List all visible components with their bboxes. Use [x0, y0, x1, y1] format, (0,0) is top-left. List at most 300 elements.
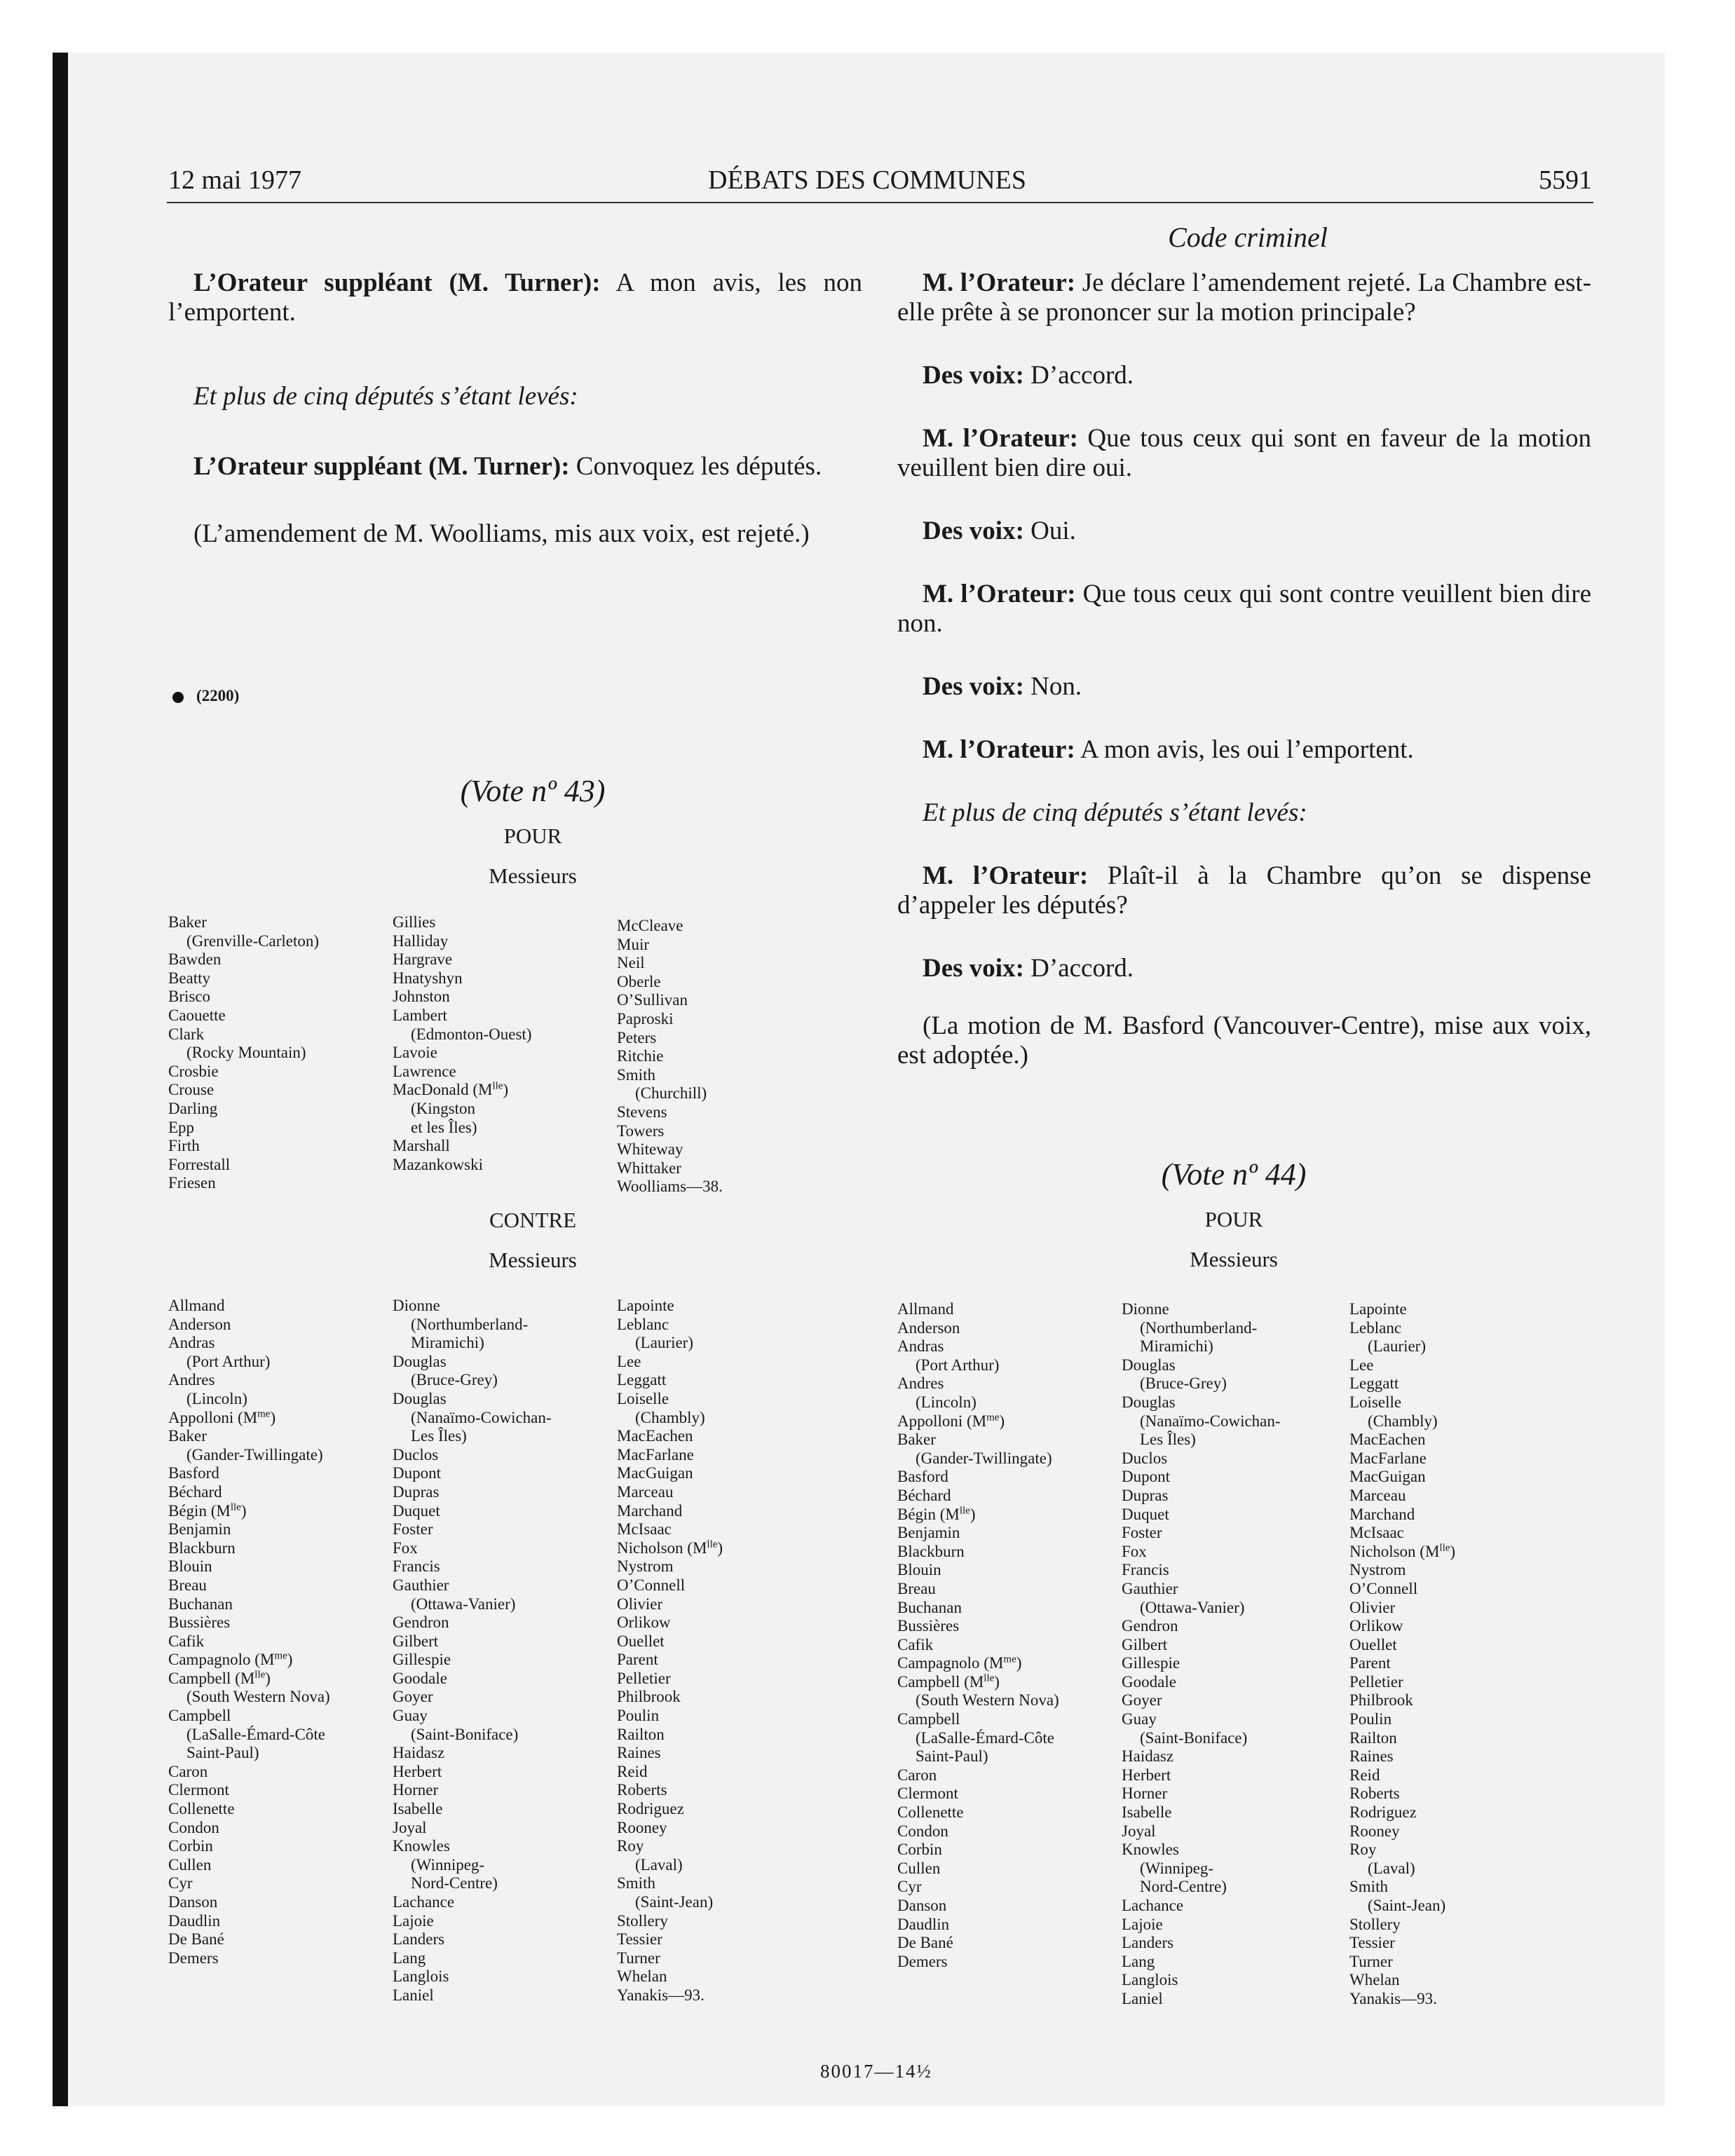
member-name: Railton [1349, 1728, 1397, 1747]
member-name: Duquet [1122, 1505, 1169, 1523]
member-name: Daudlin [897, 1915, 950, 1933]
member-name: Whiteway [617, 1140, 683, 1159]
member-name: Whelan [1349, 1971, 1400, 1989]
member-name: MacEachen [617, 1427, 693, 1445]
member-name: Cafik [168, 1632, 205, 1650]
member-name: Allmand [168, 1297, 225, 1314]
member-name: Dupont [1122, 1468, 1170, 1486]
paragraph: M. l’Orateur: Que tous ceux qui sont contre veuillent bien dire non. [897, 580, 1591, 638]
member-name: Clermont [168, 1781, 229, 1799]
member-name: (Saint-Jean) [635, 1893, 714, 1911]
member-name: Duclos [1122, 1449, 1168, 1467]
member-name: Allmand [897, 1300, 954, 1318]
vote-43-contre-col-3 [617, 1297, 723, 2005]
member-name: Paproski [617, 1009, 674, 1028]
member-name: (Gander-Twillingate) [186, 1445, 323, 1464]
member-name: (Northumberland- [411, 1315, 529, 1333]
member-name: (Laurier) [1368, 1337, 1426, 1356]
member-name: Yanakis—93. [617, 1986, 705, 2004]
member-name: MacEachen [1349, 1431, 1426, 1449]
member-name: Gillies [393, 913, 436, 931]
member-name: Dionne [1122, 1300, 1169, 1318]
member-name: (Ottawa-Vanier) [1140, 1598, 1245, 1616]
member-name: Goodale [1122, 1672, 1176, 1691]
vote-43-contre: CONTRE [489, 1208, 576, 1232]
member-name: Basford [168, 1464, 219, 1482]
member-name: Pelletier [617, 1669, 671, 1687]
member-name: (Saint-Jean) [1368, 1897, 1446, 1914]
member-name: Basford [897, 1468, 948, 1486]
member-name: Loiselle [1349, 1393, 1402, 1411]
member-name: Gilbert [393, 1632, 439, 1650]
member-name: Bégin $(M^{lle})$ [168, 1501, 247, 1520]
member-name: Olivier [617, 1595, 663, 1613]
member-name: Rodriguez [1349, 1803, 1417, 1822]
member-name: Turner [617, 1949, 660, 1967]
member-name: (Churchill) [635, 1084, 707, 1103]
member-name: Cyr [168, 1874, 193, 1892]
member-name: Cyr [897, 1878, 922, 1896]
bullet-icon [172, 692, 184, 703]
member-name: Leblanc [1349, 1318, 1402, 1337]
member-name: Bégin $(M^{lle})$ [897, 1504, 976, 1523]
member-name: Lambert [393, 1006, 447, 1024]
member-name: Condon [897, 1822, 948, 1840]
member-name: Landers [393, 1930, 445, 1949]
member-name: Lawrence [393, 1062, 456, 1080]
member-name: Raines [617, 1744, 661, 1762]
member-name: Foster [1122, 1524, 1162, 1542]
member-name: Caouette [168, 1006, 226, 1024]
member-name: Douglas [1122, 1393, 1176, 1411]
member-name: Lang [393, 1949, 426, 1967]
member-name: Haidasz [393, 1744, 445, 1762]
member-name: Andres [897, 1374, 944, 1393]
member-name: Duclos [393, 1445, 439, 1464]
footer-signature: 80017—14½ [820, 2061, 932, 2082]
member-name: Marchand [1349, 1505, 1415, 1523]
right-column [897, 268, 1591, 1070]
member-name: Laniel [393, 1986, 434, 2004]
member-name: Neil [617, 954, 645, 972]
paragraph: Et plus de cinq députés s’étant levés: [193, 382, 578, 411]
vote-43-pour-col-1 [168, 913, 319, 1193]
time-marker: (2200) [172, 687, 239, 705]
member-name: Ouellet [617, 1632, 665, 1650]
member-name: Clark [168, 1025, 205, 1043]
member-name: Gendron [393, 1613, 449, 1632]
member-name: Rodriguez [617, 1800, 684, 1818]
member-name: Buchanan [897, 1598, 962, 1616]
member-name: Béchard [168, 1482, 222, 1501]
member-name: Benjamin [168, 1520, 231, 1538]
member-name: Herbert [1122, 1766, 1171, 1784]
member-name: Francis [393, 1557, 440, 1576]
member-name: (Chambly) [1368, 1412, 1438, 1430]
member-name: (Edmonton-Ouest) [411, 1025, 532, 1043]
member-name: Clermont [897, 1785, 958, 1803]
member-name: Campbell [897, 1710, 960, 1728]
member-name: (Nanaïmo-Cowichan- [411, 1408, 552, 1426]
member-name: Isabelle [1122, 1803, 1172, 1822]
member-name: Smith [1349, 1878, 1388, 1896]
paragraph: L’Orateur suppléant (M. Turner): Convoquez les députés. [193, 452, 822, 481]
vote-43-pour-col-3 [617, 917, 723, 1196]
member-name: Poulin [1349, 1710, 1392, 1728]
member-name: Fox [1122, 1542, 1147, 1560]
header-rule [167, 202, 1593, 203]
member-name: Lapointe [1349, 1300, 1407, 1318]
member-name: Foster [393, 1520, 433, 1538]
member-name: Leblanc [617, 1315, 669, 1333]
header-date: 12 mai 1977 [168, 165, 301, 195]
member-name: Poulin [617, 1707, 660, 1725]
member-name: Yanakis—93. [1349, 1989, 1437, 2007]
member-name: (Chambly) [635, 1408, 705, 1426]
member-name: McIsaac [617, 1520, 672, 1538]
member-name: Towers [617, 1121, 665, 1140]
right-topic: Code criminel [1168, 221, 1328, 253]
member-name: Lavoie [393, 1044, 437, 1062]
header-page-number: 5591 [1539, 165, 1592, 195]
member-name: Baker [897, 1431, 936, 1449]
member-name: Duquet [393, 1501, 440, 1520]
member-name: Lee [1349, 1356, 1374, 1374]
member-name: Whelan [617, 1967, 667, 1986]
member-name: Langlois [393, 1967, 449, 1986]
member-name: Tessier [1349, 1934, 1395, 1952]
member-name: O’Connell [1349, 1579, 1418, 1597]
member-name: Fox [393, 1538, 418, 1557]
member-name: (Kingston [411, 1099, 475, 1117]
paragraph: M. l’Orateur: Que tous ceux qui sont en faveur de la motion veuillent bien dire oui. [897, 424, 1591, 482]
member-name: Douglas [393, 1352, 447, 1370]
member-name: Blackburn [897, 1542, 965, 1560]
member-name: (Lincoln) [186, 1389, 247, 1407]
vote-44-pour: POUR [1204, 1207, 1263, 1231]
paragraph: Des voix: Oui. [923, 517, 1076, 545]
member-name: Loiselle [617, 1389, 669, 1407]
member-name: (Saint-Boniface) [1140, 1728, 1248, 1747]
member-name: Gauthier [393, 1576, 449, 1594]
member-name: Railton [617, 1725, 665, 1743]
member-name: Crosbie [168, 1062, 219, 1080]
member-name: (Rocky Mountain) [186, 1044, 306, 1062]
member-name: Les Îles) [1140, 1431, 1196, 1449]
member-name: Gilbert [1122, 1635, 1168, 1653]
member-name: Marchand [617, 1501, 683, 1520]
member-name: Demers [897, 1952, 948, 1970]
member-name: Bussières [168, 1613, 231, 1632]
member-name: Goodale [393, 1669, 447, 1687]
member-name: Corbin [897, 1841, 942, 1859]
member-name: Raines [1349, 1747, 1394, 1766]
member-name: Danson [168, 1893, 218, 1911]
member-name: Dupras [1122, 1486, 1169, 1504]
member-name: Lachance [393, 1893, 455, 1911]
member-name: (LaSalle-Émard-Côte [186, 1725, 325, 1743]
member-name: (Northumberland- [1140, 1318, 1258, 1337]
member-name: Breau [897, 1579, 936, 1597]
vote-44-messieurs: Messieurs [1190, 1247, 1278, 1271]
member-name: (Laurier) [635, 1334, 693, 1352]
member-name: Blackburn [168, 1538, 236, 1557]
member-name: Appolloni $(M^{me})$ [168, 1407, 276, 1426]
paragraph: (L’amendement de M. Woolliams, mis aux voix, est rejeté.) [193, 519, 810, 548]
member-name: Danson [897, 1897, 947, 1914]
vote-43-pour: POUR [503, 824, 562, 848]
member-name: Saint-Paul) [916, 1747, 988, 1766]
member-name: (Bruce-Grey) [411, 1371, 498, 1389]
member-name: Friesen [168, 1174, 216, 1192]
member-name: Breau [168, 1576, 207, 1594]
member-name: Bawden [168, 950, 222, 969]
member-name: Philbrook [1349, 1691, 1413, 1710]
member-name: Ritchie [617, 1047, 664, 1065]
member-name: McCleave [617, 917, 683, 934]
member-name: MacFarlane [617, 1445, 694, 1464]
member-name: Crouse [168, 1081, 215, 1099]
member-name: Gendron [1122, 1617, 1178, 1635]
member-name: (Grenville-Carleton) [186, 932, 320, 950]
member-name: Darling [168, 1099, 218, 1117]
vote-44-title: (Vote nº 44) [1161, 1157, 1307, 1192]
member-name: Béchard [897, 1486, 951, 1504]
member-name: (Winnipeg- [411, 1855, 485, 1874]
member-name: (Port Arthur) [916, 1356, 1000, 1374]
member-name: Hargrave [393, 950, 453, 969]
member-name: Blouin [168, 1557, 212, 1576]
member-name: et les Îles) [411, 1118, 477, 1136]
member-name: Cafik [897, 1635, 934, 1653]
member-name: Hnatyshyn [393, 969, 463, 987]
member-name: Firth [168, 1137, 200, 1155]
member-name: Lajoie [393, 1911, 434, 1930]
member-name: Joyal [1122, 1822, 1156, 1840]
vote-43-pour-col-2 [393, 913, 531, 1174]
member-name: Collenette [897, 1803, 964, 1822]
member-name: Leggatt [1349, 1374, 1399, 1393]
member-name: Guay [1122, 1710, 1157, 1728]
member-name: Stevens [617, 1103, 667, 1121]
member-name: Haidasz [1122, 1747, 1174, 1766]
member-name: Parent [617, 1651, 658, 1669]
member-name: McIsaac [1349, 1524, 1404, 1542]
member-name: Tessier [617, 1930, 662, 1949]
paragraph: Des voix: D’accord. [923, 361, 1134, 390]
member-name: Dupont [393, 1464, 441, 1482]
member-name: Campbell $(M^{lle})$ [897, 1672, 1000, 1691]
member-name: Nicholson $(M^{lle})$ [1349, 1542, 1456, 1560]
member-name: Joyal [393, 1818, 427, 1836]
member-name: (Winnipeg- [1140, 1859, 1214, 1877]
member-name: Goyer [393, 1688, 433, 1706]
member-name: Anderson [897, 1318, 960, 1337]
member-name: Campbell [168, 1707, 231, 1725]
member-name: De Bané [168, 1930, 224, 1949]
member-name: Andras [168, 1334, 215, 1352]
member-name: Oberle [617, 972, 661, 990]
member-name: Gillespie [1122, 1654, 1181, 1672]
member-name: MacGuigan [1349, 1468, 1426, 1486]
member-name: Demers [168, 1949, 219, 1967]
member-name: Landers [1122, 1934, 1174, 1952]
member-name: Peters [617, 1028, 657, 1046]
member-name: Andres [168, 1371, 215, 1389]
member-name: Dupras [393, 1482, 440, 1501]
member-name: Baker [168, 1427, 207, 1445]
member-name: Cullen [897, 1859, 941, 1877]
member-name: Caron [168, 1762, 208, 1780]
member-name: MacDonald $(M^{lle})$ [393, 1080, 509, 1099]
member-name: Whittaker [617, 1159, 681, 1177]
paragraph: (La motion de M. Basford (Vancouver-Centre), mise aux voix, est adoptée.) [897, 1011, 1591, 1070]
member-name: Orlikow [1349, 1617, 1403, 1635]
member-name: Beatty [168, 969, 211, 987]
member-name: Roy [1349, 1841, 1377, 1859]
member-name: (Port Arthur) [186, 1352, 271, 1370]
member-name: Cullen [168, 1855, 212, 1874]
member-name: Woolliams—38. [617, 1178, 723, 1196]
member-name: (Laval) [635, 1855, 683, 1874]
member-name: Philbrook [617, 1688, 681, 1706]
vote-43-contre-col-2 [393, 1297, 552, 2005]
member-name: MacFarlane [1349, 1449, 1427, 1467]
member-name: Laniel [1122, 1989, 1163, 2007]
paragraph: M. l’Orateur: Je déclare l’amendement rejeté. La Chambre est-elle prête à se prononcer sur la motion principale? [897, 268, 1591, 327]
paragraph: Des voix: Non. [923, 672, 1082, 701]
paragraph: Et plus de cinq députés s’étant levés: [923, 798, 1307, 827]
member-name: Reid [1349, 1766, 1380, 1784]
member-name: Stollery [617, 1911, 668, 1930]
member-name: Saint-Paul) [186, 1744, 259, 1762]
member-name: Daudlin [168, 1911, 221, 1930]
member-name: Buchanan [168, 1595, 233, 1613]
member-name: Benjamin [897, 1524, 960, 1542]
member-name: Marceau [1349, 1486, 1406, 1504]
member-name: Andras [897, 1337, 944, 1356]
member-name: (Gander-Twillingate) [916, 1449, 1052, 1467]
member-name: Smith [617, 1874, 655, 1892]
member-name: Campagnolo $(M^{me})$ [897, 1653, 1022, 1672]
member-name: Nicholson $(M^{lle})$ [617, 1538, 723, 1557]
member-name: Mazankowski [393, 1155, 484, 1173]
member-name: Roberts [617, 1781, 667, 1799]
member-name: Parent [1349, 1654, 1391, 1672]
member-name: Rooney [617, 1818, 667, 1836]
member-name: Caron [897, 1766, 937, 1784]
member-name: Turner [1349, 1952, 1393, 1970]
member-name: Condon [168, 1818, 219, 1836]
member-name: (Ottawa-Vanier) [411, 1595, 516, 1613]
member-name: Halliday [393, 932, 449, 950]
member-name: Herbert [393, 1762, 442, 1780]
vote-43-messieurs-contre: Messieurs [489, 1248, 577, 1272]
member-name: Pelletier [1349, 1672, 1403, 1691]
member-name: Lapointe [617, 1297, 674, 1314]
member-name: Orlikow [617, 1613, 671, 1632]
member-name: Guay [393, 1707, 428, 1725]
member-name: O’Sullivan [617, 991, 688, 1009]
member-name: (South Western Nova) [186, 1688, 330, 1706]
member-name: Brisco [168, 988, 211, 1006]
member-name: Knowles [1122, 1841, 1179, 1859]
member-name: Francis [1122, 1561, 1169, 1579]
member-name: Isabelle [393, 1800, 443, 1818]
member-name: Miramichi) [411, 1334, 484, 1352]
member-name: Johnston [393, 988, 450, 1006]
member-name: Nystrom [617, 1557, 674, 1576]
member-name: O’Connell [617, 1576, 686, 1594]
vote-43-contre-col-1 [168, 1297, 330, 1967]
member-name: Marceau [617, 1482, 674, 1501]
member-name: Horner [1122, 1785, 1168, 1803]
member-name: Nord-Centre) [411, 1874, 498, 1892]
member-name: Rooney [1349, 1822, 1400, 1840]
vote-44-pour-col-3 [1349, 1300, 1455, 2009]
left-column [168, 268, 862, 549]
member-name: Nystrom [1349, 1561, 1406, 1579]
member-name: Campbell $(M^{lle})$ [168, 1669, 271, 1687]
member-name: De Bané [897, 1934, 953, 1952]
member-name: Blouin [897, 1561, 941, 1579]
member-name: Gauthier [1122, 1579, 1178, 1597]
member-name: Nord-Centre) [1140, 1878, 1227, 1896]
member-name: Corbin [168, 1837, 213, 1855]
member-name: (Saint-Boniface) [411, 1725, 519, 1743]
member-name: Baker [168, 913, 207, 931]
header-title: DÉBATS DES COMMUNES [708, 165, 1026, 195]
member-name: Lajoie [1122, 1915, 1163, 1933]
member-name: Stollery [1349, 1915, 1401, 1933]
member-name: Reid [617, 1762, 648, 1780]
member-name: MacGuigan [617, 1464, 693, 1482]
scan-edge [53, 53, 68, 2106]
member-name: Langlois [1122, 1971, 1178, 1989]
member-name: Lang [1122, 1952, 1155, 1970]
paragraph: Des voix: D’accord. [923, 954, 1134, 983]
vote-44-pour-col-2 [1122, 1300, 1281, 2009]
member-name: (Nanaïmo-Cowichan- [1140, 1412, 1281, 1430]
member-name: Marshall [393, 1137, 450, 1155]
member-name: (Bruce-Grey) [1140, 1374, 1227, 1393]
member-name: Horner [393, 1781, 439, 1799]
vote-44-pour-col-1 [897, 1300, 1059, 1971]
member-name: Olivier [1349, 1598, 1396, 1616]
member-name: Lee [617, 1352, 641, 1370]
paragraph: M. l’Orateur: A mon avis, les oui l’emportent. [923, 735, 1414, 764]
member-name: (Lincoln) [916, 1393, 977, 1411]
member-name: Leggatt [617, 1371, 667, 1389]
paragraph: L’Orateur suppléant (M. Turner): A mon avis, les non l’emportent. [168, 268, 862, 327]
member-name: Les Îles) [411, 1427, 467, 1445]
paragraph: M. l’Orateur: Plaît-il à la Chambre qu’on se dispense d’appeler les députés? [897, 861, 1591, 920]
member-name: Forrestall [168, 1155, 231, 1173]
member-name: Goyer [1122, 1691, 1162, 1710]
member-name: Dionne [393, 1297, 440, 1314]
member-name: Gillespie [393, 1651, 451, 1669]
member-name: (South Western Nova) [916, 1691, 1059, 1710]
member-name: Epp [168, 1118, 195, 1136]
member-name: Roberts [1349, 1785, 1400, 1803]
member-name: Roy [617, 1837, 644, 1855]
member-name: Miramichi) [1140, 1337, 1213, 1356]
member-name: Appolloni $(M^{me})$ [897, 1411, 1005, 1430]
member-name: (Laval) [1368, 1859, 1415, 1877]
vote-43-messieurs: Messieurs [489, 864, 577, 888]
member-name: Anderson [168, 1315, 231, 1333]
member-name: Ouellet [1349, 1635, 1397, 1653]
